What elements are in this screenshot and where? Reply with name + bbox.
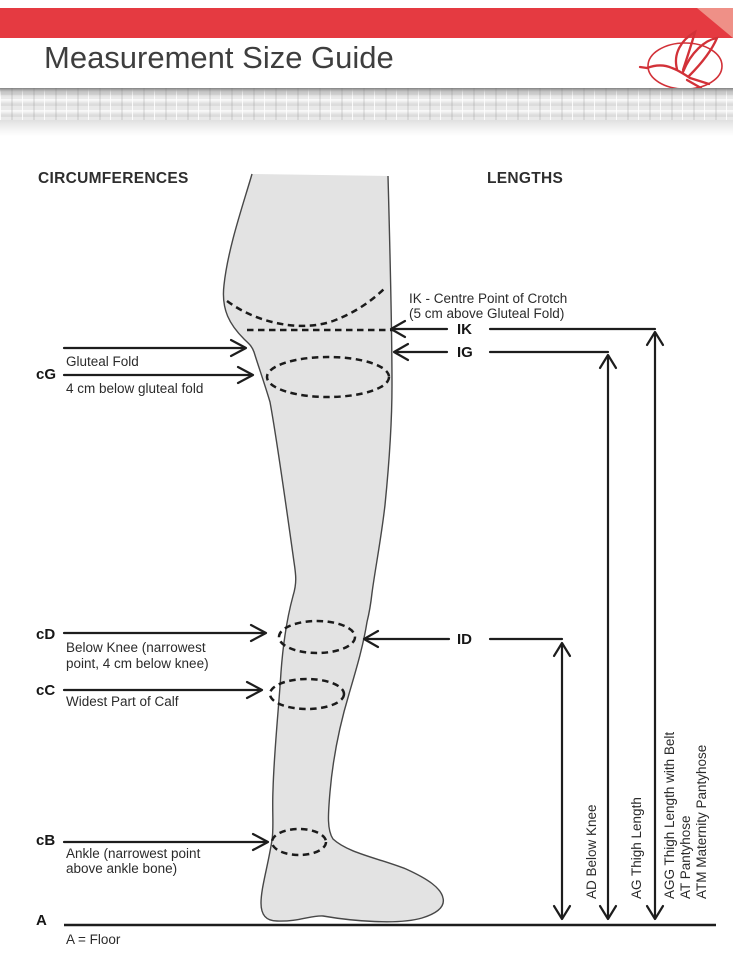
cg-label-2: 4 cm below gluteal fold bbox=[66, 381, 204, 396]
circumferences-heading: CIRCUMFERENCES bbox=[38, 170, 189, 187]
ag-rotated-label: AG Thigh Length bbox=[629, 797, 644, 899]
at-rotated-label: AT Pantyhose bbox=[678, 815, 693, 899]
a-code: A bbox=[36, 912, 47, 929]
agg-vertical-arrow bbox=[647, 332, 663, 919]
ad-rotated-label: AD Below Knee bbox=[584, 804, 599, 899]
cd-label-2: point, 4 cm below knee) bbox=[66, 656, 209, 671]
cd-code: cD bbox=[36, 626, 56, 643]
cb-code: cB bbox=[36, 832, 56, 849]
agg-rotated-label-block bbox=[662, 732, 710, 899]
id-code: ID bbox=[457, 631, 472, 648]
agg-rotated-label: AGG Thigh Length with Belt bbox=[662, 731, 677, 899]
ik-note-line-1: IK - Centre Point of Crotch bbox=[409, 291, 568, 306]
ik-note-line-2: (5 cm above Gluteal Fold) bbox=[409, 306, 565, 321]
cg-code: cG bbox=[36, 366, 57, 383]
leg-silhouette bbox=[223, 174, 443, 922]
page-title: Measurement Size Guide bbox=[44, 40, 394, 75]
cg-label-1: Gluteal Fold bbox=[66, 354, 139, 369]
atm-rotated-label: ATM Maternity Pantyhose bbox=[694, 744, 709, 899]
ik-code: IK bbox=[457, 321, 472, 338]
lengths-heading: LENGTHS bbox=[487, 170, 564, 187]
cb-label-2: above ankle bone) bbox=[66, 861, 178, 876]
cb-label-1: Ankle (narrowest point bbox=[66, 846, 201, 861]
ig-length-line bbox=[394, 344, 608, 360]
cd-arrow bbox=[64, 625, 266, 641]
ig-code: IG bbox=[457, 344, 473, 361]
ag-vertical-arrow bbox=[600, 355, 616, 919]
a-floor-label: A = Floor bbox=[66, 932, 121, 947]
cc-code: cC bbox=[36, 682, 56, 699]
cc-label: Widest Part of Calf bbox=[66, 694, 179, 709]
ik-length-line bbox=[391, 321, 655, 337]
ad-vertical-arrow bbox=[554, 643, 570, 919]
cd-label-1: Below Knee (narrowest bbox=[66, 640, 206, 655]
